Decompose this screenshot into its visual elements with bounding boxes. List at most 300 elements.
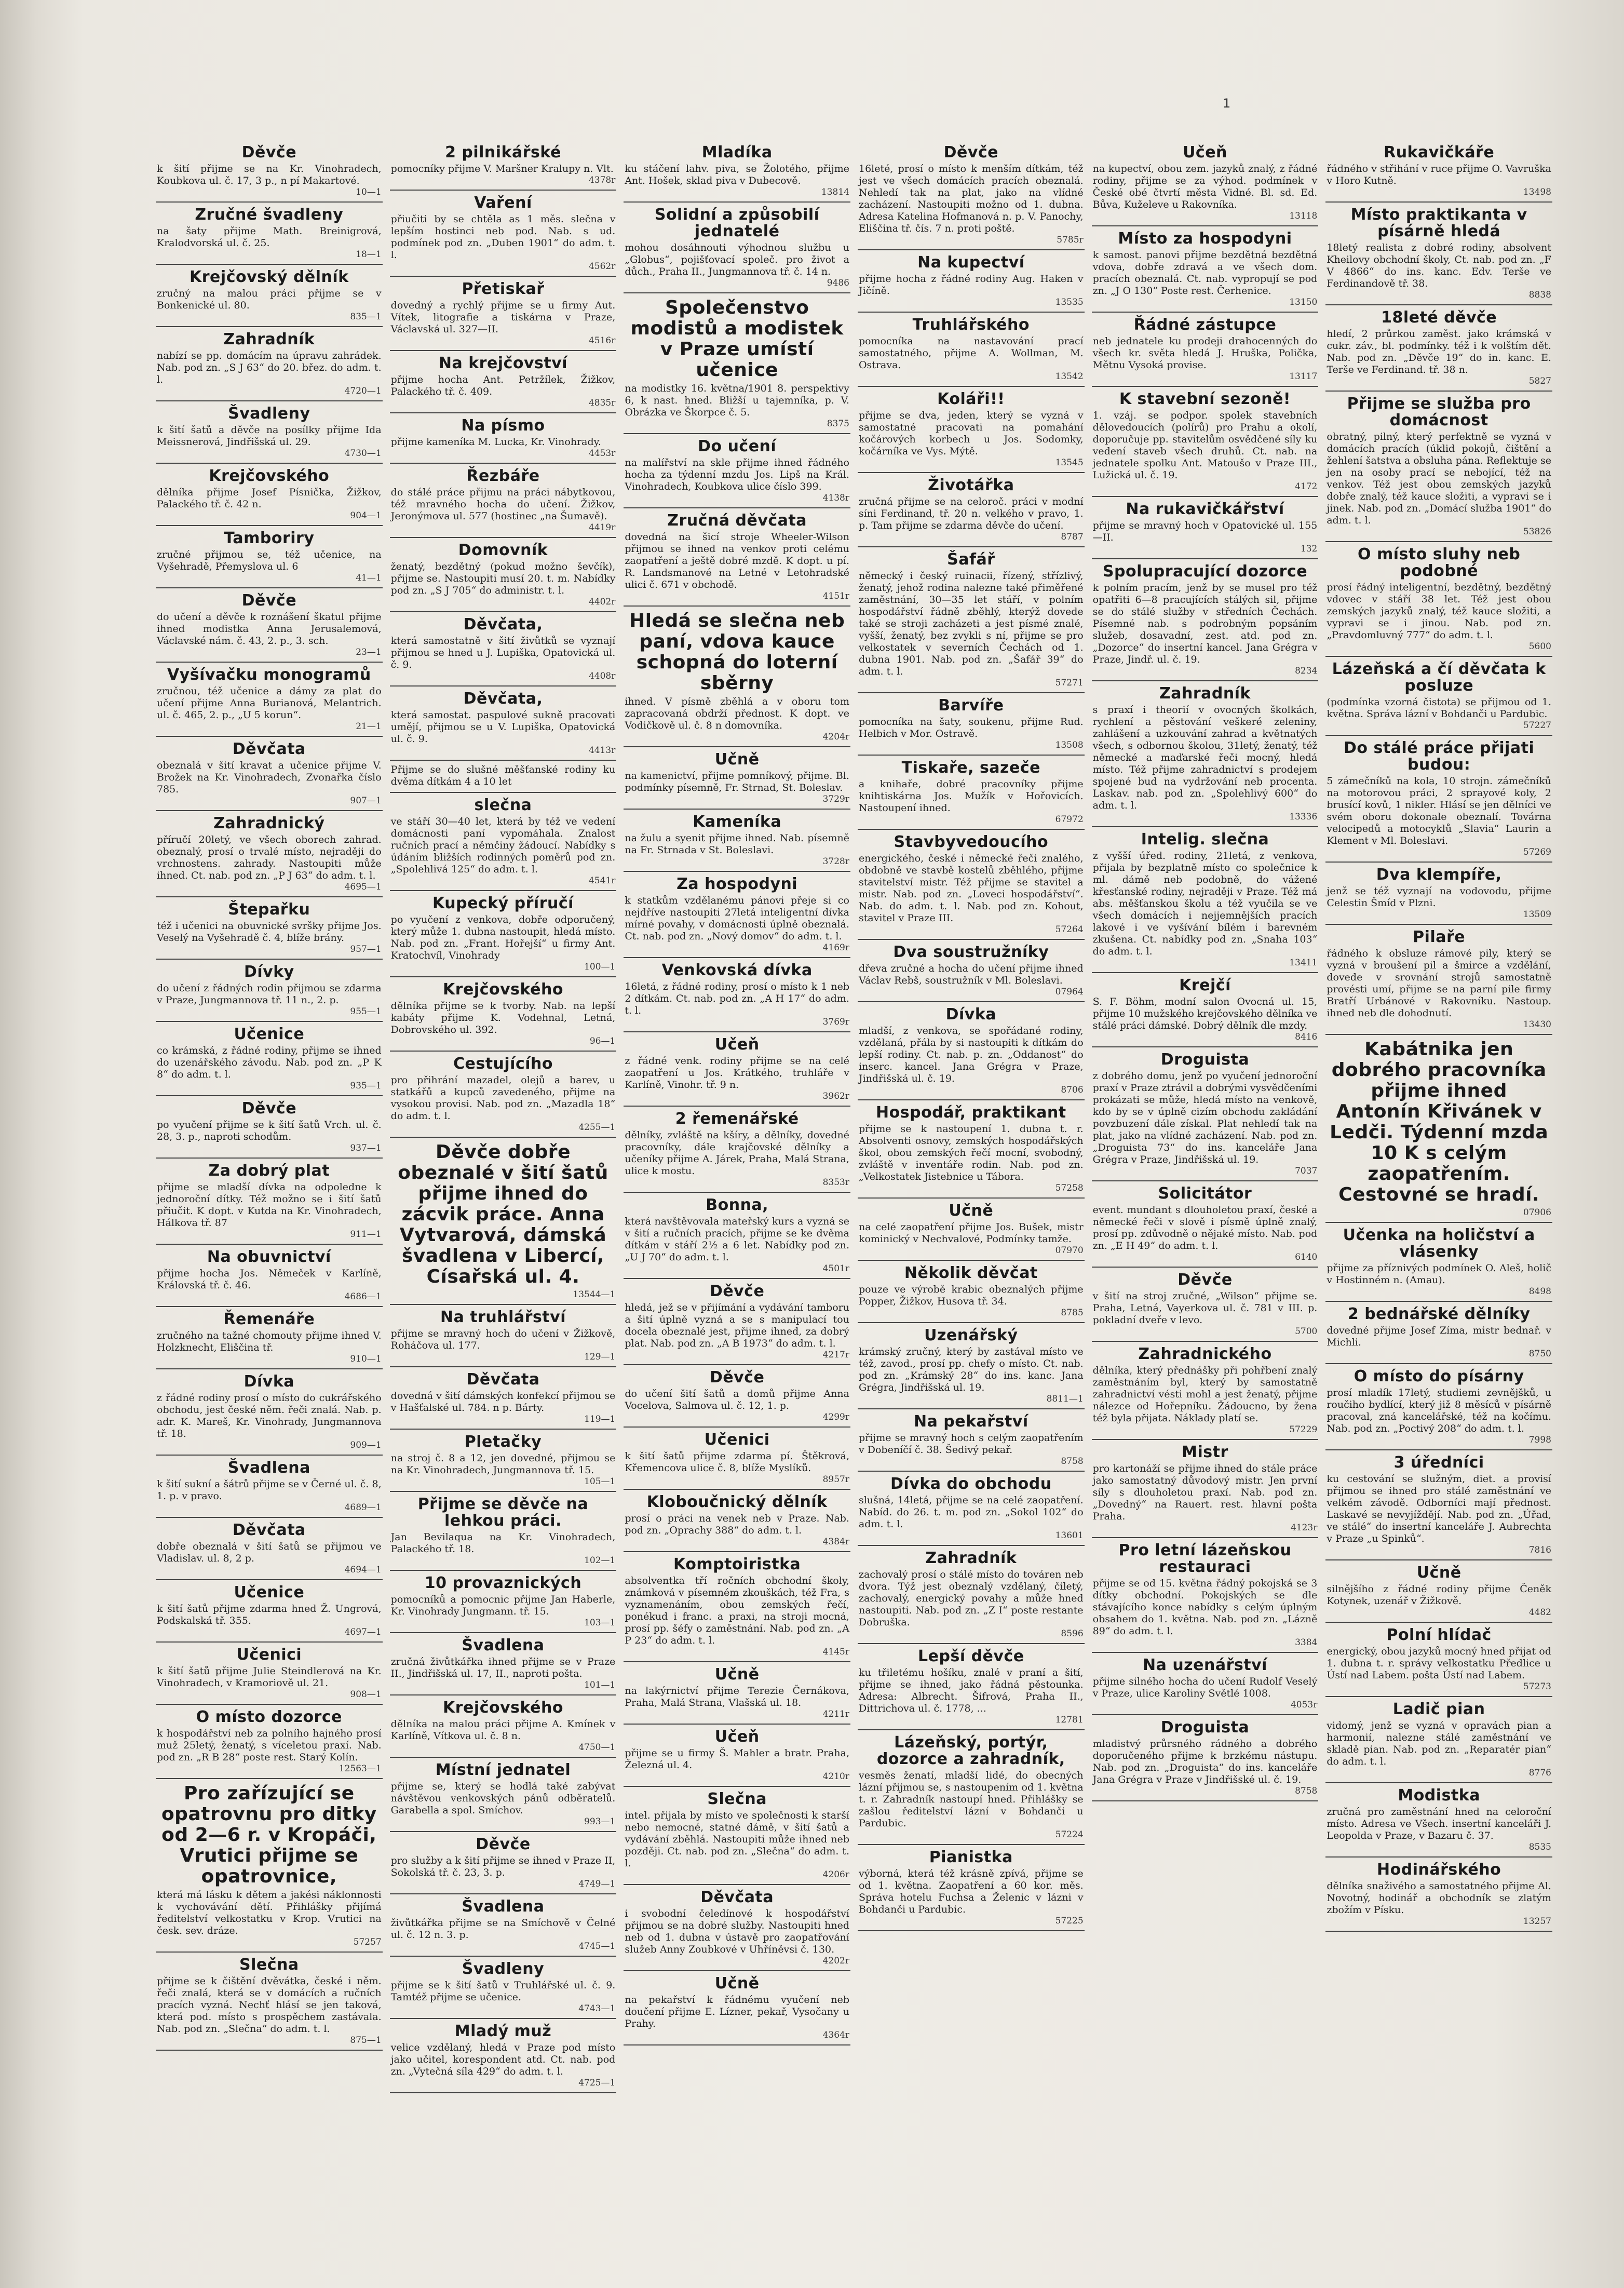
ad-text: k samost. panovi přijme bezdětná bezdětná vdova, dobře zdravá a ve všech dom. pracích obeznalá. Ct. nab. vypropují se pod zn. „J O 130“ Poste rest. Čerhenice. xyxy=(1092,249,1318,297)
ad-text: dělníka přijme se k tvorby. Nab. na lepší kabáty přijme K. Vodehnal, Letná, Dobrovského ul. 392. xyxy=(390,1000,616,1035)
ad-title: Barvíře xyxy=(938,696,1004,715)
ad-text: pouze ve výrobě krabic obeznalých přijme Popper, Žižkov, Husova tř. 34. xyxy=(858,1284,1084,1307)
ad-title: Lázeňská a čí děvčata k posluze xyxy=(1332,660,1546,695)
ad-number: 13430 xyxy=(1523,1019,1551,1030)
classified-ad xyxy=(156,265,383,327)
ad-text: slušná, 14letá, přijme se na celé zaopatření. Nabíd. do 26. t. m. pod zn. „Sokol 102“ do adm. t. l. xyxy=(858,1495,1084,1530)
ad-text: zručné přijmou se, též učenice, na Vyšehradě, Přemyslova ul. 6 xyxy=(157,549,382,572)
classified-ad xyxy=(390,1894,617,1957)
ad-title: Intelig. slečna xyxy=(1141,830,1269,849)
ad-title: Na kupectví xyxy=(917,253,1025,272)
ad-title: Společenstvo modistů a modistek v Praze umístí učenice xyxy=(630,297,844,381)
ad-text: prosí mladík 17letý, studiemi zevnějšků, u roučiho bydlící, který již 8 měsíců v písárně pracoval, zná kancelářské, též na kočímu. Nab. pod zn. „Poctivý 208“ do adm. t. l. xyxy=(1327,1387,1551,1434)
classified-ad xyxy=(390,1957,617,2019)
classified-ad xyxy=(858,1472,1085,1546)
ad-number: 3384 xyxy=(1295,1637,1318,1648)
ad-text: řádného v střihání v ruce přijme O. Vavruška v Horo Kutně. xyxy=(1327,163,1551,186)
ad-number: 911—1 xyxy=(350,1229,382,1240)
ad-text: k šití šatů přijme zdarma hned Ž. Ungrová, Podskalská tř. 355. xyxy=(157,1603,382,1626)
ad-title: Vyšívačku monogramů xyxy=(167,666,371,684)
ad-text: z řádné rodiny prosí o místo do cukrářského obchodu, jest české něm. řeči znalá. Nab. p. adr. K. Mareš, Kr. Vinohrady, Jungmannova tř. 18. xyxy=(157,1392,382,1439)
ad-title: Koláři!! xyxy=(937,390,1005,408)
ad-title: Děvčata xyxy=(466,1370,540,1389)
ad-number: 12781 xyxy=(1055,1715,1084,1725)
ad-number: 8785 xyxy=(1061,1308,1084,1318)
ad-title: Dívka xyxy=(945,1005,997,1024)
classified-ad xyxy=(624,1428,850,1490)
ad-number: 13814 xyxy=(821,187,849,197)
ad-text: na lakýrnictví přijme Terezie Černákova, Praha, Malá Strana, Vlašská ul. 18. xyxy=(625,1685,849,1708)
ad-number: 8234 xyxy=(1295,666,1318,676)
ad-title: Na uzenářství xyxy=(1143,1656,1267,1674)
ad-title: Pro zařízující se opatrovnu pro ditky od 2—6 r. v Kropáči, Vrutici přijme se opatrovnice, xyxy=(161,1783,377,1887)
ad-title: Dva klempíře, xyxy=(1376,866,1502,884)
classified-ad xyxy=(1325,1364,1552,1450)
ad-title: Děvčata xyxy=(232,1521,306,1539)
ad-title: Místní jednatel xyxy=(435,1761,571,1779)
ad-number: 4206r xyxy=(822,1869,849,1880)
classified-ad xyxy=(390,464,617,538)
ad-text: pomocníka na nastavování prací samostatného, přijme A. Wollman, M. Ostrava. xyxy=(858,335,1084,371)
ad-number: 5827 xyxy=(1528,376,1551,386)
ad-title: Místo praktikanta v písárně hledá xyxy=(1350,206,1527,240)
ad-number: 935—1 xyxy=(350,1081,382,1091)
ad-number: 4745—1 xyxy=(578,1941,616,1951)
ad-title: Zručná děvčata xyxy=(667,512,807,530)
classified-ad xyxy=(390,140,617,191)
ad-number: 993—1 xyxy=(584,1816,616,1827)
ad-title: Děvčata, xyxy=(463,615,543,634)
ad-text: dělníka, který přednášky při pohřbení znalý zaměstnáním byl, který by samostatně zahradnictví vésti mohl a jest ženatý, přijme nálezce od Hořepníku. Žádoucno, by žena též byla přijata. Náklady platí se. xyxy=(1092,1365,1318,1424)
ad-text: i svobodní čeledínové k hospodářství přijmou se na dobré služby. Nastoupiti hned neb od 1. dubna v ústavě pro zaopatřování služeb Anny Zoubkové v Uhříněvsi č. 130. xyxy=(625,1908,849,1955)
ad-title: Švadlena xyxy=(227,1459,310,1477)
ad-text: přijme se k nastoupení 1. dubna t. r. Absolventi osnovy, zemských hospodářských škol, obou zemských řečí mocní, svobodný, zvláště v inventáře rodin. Nab. pod zn. „Velkostatek Jistebnice u Tábora. xyxy=(858,1123,1084,1182)
ad-title: Cestujícího xyxy=(453,1055,553,1073)
column-2 xyxy=(390,140,617,2217)
ad-number: 8750 xyxy=(1528,1349,1551,1359)
ad-number: 105—1 xyxy=(584,1476,616,1487)
ad-number: 908—1 xyxy=(350,1689,382,1700)
ad-title: Děvče xyxy=(943,143,999,161)
ad-number: 8811—1 xyxy=(1046,1394,1084,1404)
ad-text: dělníka přijme Josef Písnička, Žižkov, Palackého tř. č. 42 n. xyxy=(157,487,382,510)
ad-text: na žulu a syenit přijme ihned. Nab. písemně na Fr. Strnada v St. Boleslavi. xyxy=(625,832,849,856)
ad-title: Stavbyvedoucího xyxy=(894,833,1049,851)
ad-text: příručí 20letý, ve všech oborech zahrad. obeznalý, prosí o trvalé místo, nejraději do vrchnostens. zahrady. Nastoupiti může ihned. Ct. nab. pod zn. „P J 63“ do adm. t. l. xyxy=(157,834,382,881)
ad-number: 4419r xyxy=(588,522,616,533)
classified-ad xyxy=(1325,1623,1552,1697)
classified-columns xyxy=(156,140,1552,2217)
ad-text: Jan Bevilaqua na Kr. Vinohradech, Palackého tř. 18. xyxy=(390,1531,616,1555)
ad-number: 13535 xyxy=(1055,297,1084,307)
ad-title: Učenka na holičství a vlásenky xyxy=(1343,1226,1535,1261)
ad-number: 955—1 xyxy=(350,1006,382,1017)
classified-ad xyxy=(156,811,383,897)
classified-ad xyxy=(624,293,850,434)
ad-title: Truhlářského xyxy=(912,316,1030,334)
ad-title: Švadleny xyxy=(462,1960,545,1978)
classified-ad xyxy=(1325,736,1552,863)
ad-text: k statkům vzdělanému pánovi přeje si co nejdříve nastoupiti 27letá inteligentní dívka mírné povahy, v domácnosti úplně obeznalá. Ct. nab. pod zn. „Nový domov“ do adm. t. l. xyxy=(625,895,849,942)
ad-text: dovedný a rychlý přijme se u firmy Aut. Vítek, litografie a tiskárna v Praze, Václavská ul. 327—II. xyxy=(390,300,616,335)
ad-title: Lepší děvče xyxy=(918,1647,1024,1665)
ad-title: Zručné švadleny xyxy=(195,206,344,224)
ad-title: Krejčovský dělník xyxy=(190,268,349,286)
ad-title: Učně xyxy=(714,1665,760,1684)
ad-title: Za dobrý plat xyxy=(208,1162,330,1180)
ad-number: 4053r xyxy=(1290,1700,1318,1710)
ad-text: na malířství na skle přijme ihned řádného hocha za týdenní mzdu Jos. Lipš na Král. Vinohradech, Koubkova ulice číslo 399. xyxy=(625,457,849,492)
classified-ad xyxy=(624,810,850,872)
classified-ad xyxy=(858,1730,1085,1845)
classified-ad xyxy=(390,793,617,891)
ad-title: 3 úředníci xyxy=(1393,1453,1484,1472)
ad-number: 13508 xyxy=(1055,740,1084,750)
ad-title: Zahradník xyxy=(1159,684,1251,703)
ad-text: zručný na malou práci přijme se v Bonkenické ul. 80. xyxy=(157,288,382,311)
classified-ad xyxy=(858,1845,1085,1931)
ad-title: 18leté děvče xyxy=(1381,308,1497,327)
ad-text: dovedné přijme Josef Zíma, mistr bednař. v Michli. xyxy=(1327,1325,1551,1348)
ad-title: 10 provaznických xyxy=(424,1574,582,1592)
classified-ad xyxy=(624,1490,850,1552)
classified-ad xyxy=(1092,973,1319,1047)
ad-title: Spolupracující dozorce xyxy=(1102,562,1308,581)
ad-title: Venkovská dívka xyxy=(661,961,813,979)
ad-number: 4402r xyxy=(588,597,616,607)
ad-title: Zahradnického xyxy=(1138,1345,1272,1363)
ad-text: mohou dosáhnouti výhodnou službu u „Globus“, pojišťovací společ. pro život a důch., Praha II., Jungmannova tř. č. 14 n. xyxy=(625,242,849,277)
ad-title: Dva soustružníky xyxy=(893,943,1049,961)
ad-title: Do učení xyxy=(698,437,777,455)
ad-title: Lázeňský, portýr, dozorce a zahradník, xyxy=(876,1733,1065,1768)
ad-title: Krejčovského xyxy=(209,467,330,485)
ad-title: Mistr xyxy=(1182,1443,1228,1461)
classified-ad xyxy=(156,960,383,1022)
ad-title: Děvčata xyxy=(700,1888,774,1906)
classified-ad xyxy=(390,351,617,413)
classified-ad xyxy=(156,401,383,464)
ad-number: 8838 xyxy=(1528,290,1551,300)
classified-ad xyxy=(390,977,617,1052)
ad-number: 4204r xyxy=(822,732,849,742)
ad-text: na šaty přijme Math. Breinigrová, Kralodvorská ul. č. 25. xyxy=(157,225,382,249)
ad-text: prosí řádný inteligentní, bezdětný, bezdětný vdovec v stáří 38 let. Též jest obou zemských jazyků znalý, též kauce složiti, a vypravi se i jinou. Nab. pod zn. „Pravdomluvný 777“ do adm. t. l. xyxy=(1327,582,1551,641)
ad-text: přijme se k čištění dvěvátka, české i něm. řeči znalá, která se v domácích a ručních pracích vyzná. Nechť hlásí se jen taková, která pod. místo s prospěchem zastávala. Nab. pod zn. „Slečna“ do adm. t. l. xyxy=(157,1975,382,2035)
classified-ad xyxy=(156,897,383,960)
ad-title: Mladý muž xyxy=(454,2022,552,2040)
ad-number: 103—1 xyxy=(584,1618,616,1628)
ad-number: 5700 xyxy=(1295,1326,1318,1337)
ad-number: 13542 xyxy=(1055,371,1084,382)
classified-ad xyxy=(624,1107,850,1193)
ad-number: 4689—1 xyxy=(344,1502,382,1513)
ad-number: 13411 xyxy=(1289,958,1318,968)
ad-title: Slečna xyxy=(239,1956,299,1974)
ad-title: Místo za hospodyni xyxy=(1118,230,1292,248)
ad-title: Učně xyxy=(1416,1564,1461,1582)
ad-text: k šití sukní a šátrů přijme se v Černé ul. č. 8, 1. p. v pravo. xyxy=(157,1478,382,1502)
ad-number: 96—1 xyxy=(589,1036,616,1046)
classified-ad xyxy=(156,1307,383,1369)
ad-text: s praxí i theorií v ovocných školkách, rychlení a pěstování veškeré zeleniny, zahlášení a uzkouvání zahrad a květnatých všech, s odbornou školou, 31letý, ženatý, též německé a maďarské řeči mocný, hledá místo. Též přijme zahradnictví s prodejem spojené bud na vydržování neb procenta. Laskav. nab. pod zn. „Spolehlivý 600“ do adm. t. l. xyxy=(1092,704,1318,811)
ad-number: 13150 xyxy=(1289,297,1318,307)
ad-number: 12563—1 xyxy=(339,1764,382,1774)
classified-ad xyxy=(390,413,617,464)
ad-number: 10—1 xyxy=(356,187,382,197)
ad-text: po vyučení přijme se k šití šatů Vrch. ul. č. 28, 3. p., naproti schodům. xyxy=(157,1119,382,1142)
ad-text: pomocníky přijme V. Maršner Kralupy n. Vlt. xyxy=(390,163,614,174)
ad-title: Kabátnika jen dobrého pracovníka přijme ihned Antonín Křivánek v Ledči. Týdenní mzda 10 K s celým zaopatřením. Cestovné se hradí. xyxy=(1330,1039,1549,1205)
ad-number: 4408r xyxy=(588,671,616,681)
ad-text: event. mundant s dlouholetou praxí, české a německé řeči v slově i písmě úplně znalý, prosí pp. zdůvodně o nějaké místo. Nab. pod zn. „E H 49“ do adm. t. l. xyxy=(1092,1204,1318,1251)
classified-ad xyxy=(156,588,383,663)
classified-ad xyxy=(1092,1342,1319,1440)
classified-ad xyxy=(1092,313,1319,387)
ad-text: jenž se též vyznají na vodovodu, přijme Celestin Šmíd v Plzni. xyxy=(1327,885,1551,909)
ad-number: 4364r xyxy=(822,2030,849,2040)
ad-title: Učně xyxy=(714,1974,760,1993)
ad-title: Přetiskař xyxy=(462,280,545,298)
classified-ad xyxy=(1092,827,1319,973)
ad-number: 4697—1 xyxy=(344,1627,382,1637)
classified-ad xyxy=(156,1580,383,1643)
ad-text: na pekařství k řádnému vyučení neb doučení přijme E. Lízner, pekař, Vysočany u Prahy. xyxy=(625,1994,849,2029)
ad-text: dovedná v šití dámských konfekcí přijmou se v Hašťalské ul. 784. n p. Bárty. xyxy=(390,1390,616,1414)
ad-text: dobře obeznalá v šití šatů se přijmou ve Vladislav. ul. 8, 2 p. xyxy=(157,1541,382,1564)
classified-ad xyxy=(1325,140,1552,203)
classified-ad xyxy=(390,612,617,687)
ad-title: Na krejčovství xyxy=(438,354,568,372)
ad-title: Na obuvnictví xyxy=(207,1248,331,1266)
classified-ad xyxy=(156,1705,383,1779)
ad-number: 8375 xyxy=(827,419,849,429)
ad-title: Na rukavičkářství xyxy=(1126,500,1284,518)
ad-number: 8353r xyxy=(822,1177,849,1188)
ad-title: Do stálé práce přijati budou: xyxy=(1344,739,1535,774)
ad-title: Droguista xyxy=(1160,1718,1250,1737)
classified-ad xyxy=(390,191,617,277)
ad-text: přijme se mravný hoch v Opatovické ul. 155—II. xyxy=(1092,520,1318,543)
classified-ad xyxy=(624,1662,850,1725)
ad-title: Droguista xyxy=(1160,1051,1250,1069)
ad-text: nabízí se pp. domácím na úpravu zahrádek. Nab. pod zn. „S J 63“ do 20. břez. do adm. t. l. xyxy=(157,350,382,385)
ad-title: Hodinářského xyxy=(1377,1861,1501,1879)
classified-ad xyxy=(1325,1450,1552,1560)
ad-text: do učení šití šatů a domů přijme Anna Vocelova, Salmova ul. č. 12, 1. p. xyxy=(625,1388,849,1411)
classified-ad xyxy=(1092,1715,1319,1801)
ad-text: zručnou, též učenice a dámy za plat do učení přijme Anna Burianová, Melantrich. ul. č. 465, 2. p., „U 5 korun“. xyxy=(157,685,382,721)
ad-number: 4151r xyxy=(822,591,849,601)
ad-text: Přijme se do slušné měšťanské rodiny ku dvěma dítkám 4 a 10 let xyxy=(390,764,616,787)
ad-number: 8416 xyxy=(1295,1032,1318,1042)
classified-ad xyxy=(156,1779,383,1953)
classified-ad xyxy=(624,508,850,607)
ad-number: 8758 xyxy=(1061,1456,1084,1466)
classified-ad xyxy=(1092,1047,1319,1181)
classified-ad xyxy=(390,1430,617,1492)
ad-title: O místo do písárny xyxy=(1354,1367,1524,1385)
classified-ad xyxy=(624,203,850,293)
ad-number: 8706 xyxy=(1061,1085,1084,1095)
page-marker: 1 xyxy=(1223,96,1231,111)
ad-title: Děvče xyxy=(241,591,297,610)
classified-ad xyxy=(156,1518,383,1580)
ad-title: Učně xyxy=(949,1202,994,1220)
classified-ad xyxy=(858,250,1085,313)
ad-title: Zahradník xyxy=(223,330,315,348)
ad-title: Dívka do obchodu xyxy=(890,1475,1052,1493)
column-5 xyxy=(1092,140,1319,2217)
column-1 xyxy=(156,140,383,2217)
ad-text: která samostatně v šití živůtků se vyznají přijmou se hned u J. Lupiška, Opatovická ul. č. 9. xyxy=(390,635,616,670)
ad-title: Kupecký příručí xyxy=(432,894,574,912)
classified-ad xyxy=(156,1369,383,1456)
ad-title: Děvčata, xyxy=(463,690,543,708)
ad-title: Učenici xyxy=(704,1431,770,1449)
ad-number: 5785r xyxy=(1057,235,1084,245)
ad-text: přijme se od 15. května řádný pokojská se 3 dítky obchodní. Pokojských se dle stávajícího konce nabídky s celým úplným obsahem do 1. května. Nab. pod zn. „Lázně 89“ do adm. t. l. xyxy=(1092,1578,1318,1637)
classified-ad xyxy=(390,277,617,351)
ad-number: 57273 xyxy=(1523,1681,1551,1692)
ad-title: Učeň xyxy=(714,1728,760,1746)
classified-ad xyxy=(390,538,617,612)
ad-number: 23—1 xyxy=(356,647,382,657)
classified-ad xyxy=(858,1546,1085,1644)
ad-text: ihned. V písmě zběhlá a v oboru tom zapracovaná obdrží přednost. K dopt. ve Vodičkově ul. č. 8 n domovníka. xyxy=(625,696,849,731)
ad-number: 8787 xyxy=(1061,532,1084,542)
ad-number: 53826 xyxy=(1523,527,1551,537)
ad-number: 57224 xyxy=(1055,1829,1084,1840)
ad-title: Polní hlídač xyxy=(1386,1626,1492,1644)
ad-title: Několik děvčat xyxy=(904,1264,1038,1282)
classified-ad xyxy=(1325,657,1552,736)
classified-ad xyxy=(624,607,850,747)
classified-ad xyxy=(1325,542,1552,657)
ad-text: pomocníka na šaty, soukenu, přijme Rud. Helbich v Mor. Ostravě. xyxy=(858,716,1084,739)
classified-ad xyxy=(624,1725,850,1787)
classified-ad xyxy=(1092,559,1319,681)
ad-title: Tiskaře, sazeče xyxy=(901,759,1040,777)
ad-text: energického, české i německé řeči znalého, obdobně ve stavbě kostelů zběhlého, přijme stavitelství mistr. Též přijme se stavitel a mistr. Nab. pod zn. „Loveci hospodářství“. Nab. do adm. t. l. Nab. pod zn. Kohout, stavitel v Praze III. xyxy=(858,853,1084,924)
ad-text: S. F. Böhm, modní salon Ovocná ul. 15, přijme 10 mužského krejčovského dělníka ve stálé práci dámské. Dobrý dělník dle mzdy. xyxy=(1092,996,1318,1031)
classified-ad xyxy=(624,1971,850,2045)
ad-text: vesměs ženatí, mladší lidé, do obecných lázní přijmou se, s nastoupením od 1. května t. r. Zahradník nastoupí hned. Přihlášky se zašlou ředitelství lázní v Bohdanči u Pardubic. xyxy=(858,1770,1084,1829)
ad-text: 16leté, prosí o místo k menším dítkám, též jest ve všech domácích pracích obeznalá. Nehledí tak na plat, jako na vlídné zacházení. Nastoupiti možno od 1. dubna. Adresa Katelina Hofmanová n. p. V. Panochy, Eliščina tř. čís. 7 n. proti poště. xyxy=(858,163,1084,234)
ad-text: na stroj č. 8 a 12, jen dovedné, přijmou se na Kr. Vinohradech, Jungmannova tř. 15. xyxy=(390,1452,616,1476)
ad-text: přijme hocha Jos. Němeček v Karlíně, Královská tř. č. 46. xyxy=(157,1268,382,1291)
classified-ad xyxy=(1325,863,1552,925)
ad-title: Ladič pian xyxy=(1392,1700,1485,1718)
ad-text: do učení z řádných rodin přijmou se zdarma v Praze, Jungmannova tř. 11 n., 2. p. xyxy=(157,983,382,1006)
ad-number: 4482 xyxy=(1528,1607,1551,1618)
ad-title: Děvče xyxy=(709,1368,765,1387)
ad-title: Kameníka xyxy=(693,813,782,831)
ad-text: k šití šatů přijme Julie Steindlerová na Kr. Vinohradech, v Kramoriově ul. 21. xyxy=(157,1665,382,1689)
ad-number: 129—1 xyxy=(584,1352,616,1362)
ad-title: Děvče xyxy=(241,143,297,161)
ad-number: 13117 xyxy=(1289,371,1318,382)
classified-ad xyxy=(390,1832,617,1894)
ad-title: Rukavičkáře xyxy=(1384,143,1495,161)
ad-text: přijme hocha z řádné rodiny Aug. Haken v Jičíně. xyxy=(858,273,1084,297)
ad-number: 8776 xyxy=(1528,1768,1551,1778)
ad-text: krámský zručný, který by zastával místo ve též, zavod., prosí pp. chefy o místo. Ct. nab. pod zn. „Krámský 28“ do ins. kanc. Jana Grégra, Jindřišská ul. 19. xyxy=(858,1346,1084,1393)
ad-number: 13257 xyxy=(1523,1916,1551,1927)
ad-text: živůtkářka přijme se na Smíchově v Čelné ul. č. 12 n. 3. p. xyxy=(390,1917,616,1941)
ad-text: dělníky, zvláště na kšíry, a dělníky, dovedné pracovníky, dále krajčovské dělníky a učeníky přijme A. Járek, Praha, Malá Strana, ulice k mostu. xyxy=(625,1129,849,1177)
ad-text: energický, obou jazyků mocný hned přijat od 1. dubna t. r. správy velkostatku Předlice u Ústí nad Labem. pošta Ústí nad Labem. xyxy=(1327,1646,1551,1681)
ad-text: na modistky 16. května/1901 8. perspektivy 6, k nast. hned. Bližší u tajemníka, p. V. Obrázka ve Škorpce č. 5. xyxy=(625,383,849,418)
ad-number: 3962r xyxy=(822,1091,849,1101)
ad-title: Krejčovského xyxy=(443,980,563,999)
classified-ad xyxy=(1092,1538,1319,1653)
ad-text: na celé zaopatření přijme Jos. Bušek, mistr kominický v Nechvalové, Podmínky tamže. xyxy=(858,1221,1084,1245)
ad-number: 41—1 xyxy=(356,573,382,583)
ad-number: 132 xyxy=(1300,544,1318,554)
classified-ad xyxy=(156,1953,383,2051)
classified-ad xyxy=(1325,305,1552,392)
ad-number: 4730—1 xyxy=(344,448,382,459)
ad-number: 13509 xyxy=(1523,909,1551,920)
ad-text: přijme se dva, jeden, který se vyzná v samostatné pracovati na pomahání kočárových korbech u Jos. Sodomky, kočárníka ve Vys. Mýtě. xyxy=(858,410,1084,457)
ad-number: 57227 xyxy=(1523,720,1551,731)
classified-ad xyxy=(156,1245,383,1307)
ad-text: 18letý realista z dobré rodiny, absolvent Kheilovy obchodní školy, Ct. nab. pod zn. „F V 4866“ do ins. kanc. Edv. Terše ve Ferdinandově tř. 38. xyxy=(1327,242,1551,289)
classified-ad xyxy=(1092,140,1319,226)
ad-number: 101—1 xyxy=(584,1680,616,1690)
ad-text: a knihaře, dobré pracovníky přijme knihtiskárna Jos. Mužík v Hořovicích. Nastoupení ihned. xyxy=(858,778,1084,814)
ad-text: německý i český ruinacii, řízený, střízlivý, ženatý, jehož rodina nalezne také přiměřené zaměstnání, 30—35 let stáří, v polním hospodářství řádně zběhlý, kterýž dovede také se stroji zacházeti a jest písmé znalé, vyšší, ženatý, bez zvykli s ní, přijme se pro velkostatek v severních Čechách od 1. dubna 1901. Nab. pod zn. „Šafář 39“ do adm. t. l. xyxy=(858,570,1084,677)
classified-ad xyxy=(156,1159,383,1245)
ad-text: 1. vzáj. se podpor. spolek stavebních dělovedoucích (polírů) pro Prahu a okolí, doporučuje pp. stavitelům osvědčené síly ku vedení staveb všech druhů. Ct. nab. na jednatele spolku Ant. Matoušo v Praze III., Lužická ul. č. 19. xyxy=(1092,410,1318,481)
ad-number: 4720—1 xyxy=(344,386,382,396)
ad-text: která navštěvovala mateřský kurs a vyzná se v šití a ručních pracích, přijme se ke dvěma dítkám v stáří 2½ a 6 let. Nabídky pod zn. „U J 70“ do adm. t. l. xyxy=(625,1216,849,1263)
ad-text: silnějšího z řádné rodiny přijme Čeněk Kotynek, uzenář v Žižkově. xyxy=(1327,1583,1551,1607)
classified-ad xyxy=(624,1193,850,1279)
classified-ad xyxy=(1092,1653,1319,1715)
ad-number: 57225 xyxy=(1055,1916,1084,1926)
column-4 xyxy=(858,140,1085,2217)
ad-number: 07970 xyxy=(1055,1245,1084,1256)
classified-ad xyxy=(624,958,850,1032)
ad-number: 13498 xyxy=(1523,187,1551,197)
ad-number: 13545 xyxy=(1055,457,1084,468)
ad-text: ku stáčení lahv. piva, se Žolotého, přijme Ant. Hošek, sklad piva v Dubecově. xyxy=(625,163,849,186)
ad-number: 9486 xyxy=(827,278,849,288)
ad-title: Děvče xyxy=(241,1099,297,1118)
ad-title: Švadlena xyxy=(462,1636,545,1654)
ad-title: Bonna, xyxy=(706,1196,769,1214)
ad-title: Děvčata xyxy=(232,740,306,758)
ad-title: Solidní a způsobilí jednatelé xyxy=(654,206,820,240)
ad-number: 4725—1 xyxy=(578,2078,616,2088)
ad-number: 835—1 xyxy=(350,312,382,322)
ad-text: ku cestování se služným, diet. a provisí přijmou se ihned pro stálé zaměstnání ve velkém závodě. Odborníci mají přednost. Laskavé se nevyjíždějí. Nab. pod zn. „Úřad, ve stálé“ do insertní kanceláře J. Aubrechta v Praze „u Spinků“. xyxy=(1327,1473,1551,1544)
classified-ad xyxy=(624,1279,850,1365)
ad-text: přijme se mravný hoch s celým zaopatřením v Dobeníčí č. 38. Šedivý pekař. xyxy=(858,1432,1084,1456)
classified-ad xyxy=(1092,1440,1319,1538)
ad-title: Řezbáře xyxy=(466,467,540,485)
ad-text: přijme kameníka M. Lucka, Kr. Vinohrady. xyxy=(390,436,601,448)
classified-ad xyxy=(858,1100,1085,1199)
classified-ad xyxy=(858,693,1085,756)
classified-ad xyxy=(858,1323,1085,1409)
classified-ad xyxy=(156,1022,383,1096)
ad-number: 4501r xyxy=(822,1263,849,1274)
ad-number: 7037 xyxy=(1295,1166,1318,1176)
ad-title: K stavební sezoně! xyxy=(1119,390,1291,408)
